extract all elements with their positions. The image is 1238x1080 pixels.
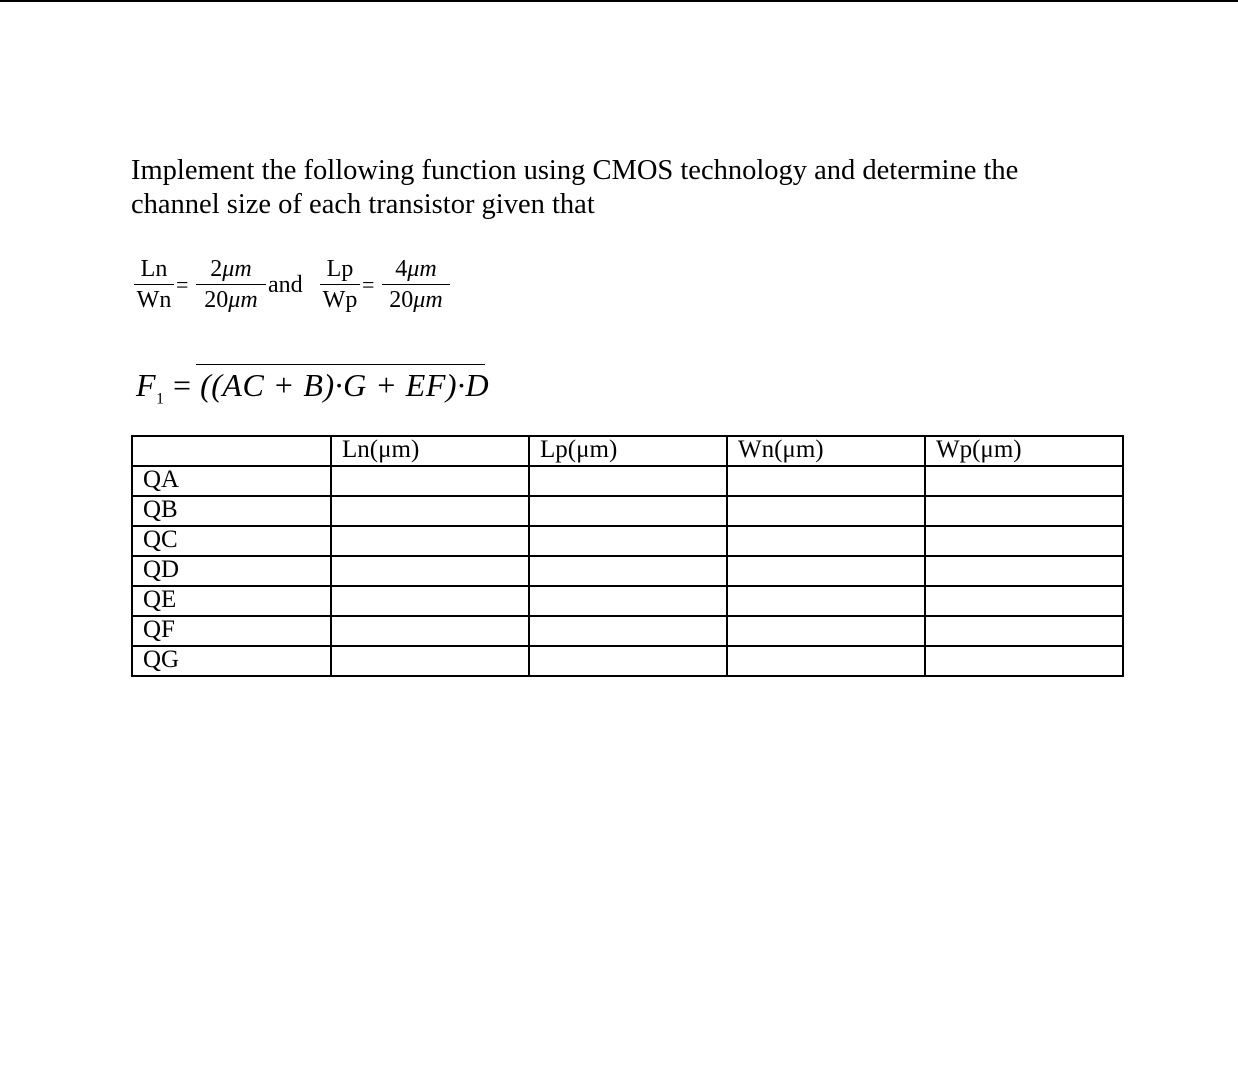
table-row: [132, 646, 1123, 676]
table-cell[interactable]: [727, 556, 925, 586]
table-cell[interactable]: [727, 466, 925, 496]
column-header: Lp(μm): [529, 436, 727, 466]
table-cell[interactable]: [529, 616, 727, 646]
table-cell[interactable]: [727, 616, 925, 646]
problem-statement: [131, 154, 1131, 222]
function-expression: ((AC + B)·G + EF)·D: [200, 367, 490, 403]
table-cell[interactable]: [925, 526, 1123, 556]
table-row: [132, 556, 1123, 586]
fraction-numerator: Lp: [326, 256, 354, 282]
row-label: QD: [132, 556, 331, 586]
transistor-size-table: [131, 435, 1124, 677]
table-header-row: [132, 436, 1123, 466]
fraction-ln-wn: [134, 254, 174, 315]
table-cell[interactable]: [331, 616, 529, 646]
table-cell[interactable]: [529, 466, 727, 496]
table-cell[interactable]: [925, 496, 1123, 526]
table-cell[interactable]: [529, 646, 727, 676]
function-subscript: 1: [156, 390, 165, 408]
table-cell[interactable]: [529, 496, 727, 526]
function-body: [136, 364, 489, 408]
table-cell[interactable]: [529, 586, 727, 616]
fraction-numerator: Ln: [140, 256, 168, 282]
function-name: F: [136, 367, 157, 403]
problem-statement-line-1: Implement the following function using CMOS technology and determine the: [131, 155, 1019, 186]
fraction-denominator: [196, 285, 266, 315]
table-cell[interactable]: [727, 586, 925, 616]
row-label: QB: [132, 496, 331, 526]
fraction-n-values: [196, 254, 266, 315]
boolean-function: [136, 364, 489, 408]
channel-ratio-equations: [134, 254, 474, 324]
value: 20: [389, 287, 414, 313]
table-cell[interactable]: [925, 466, 1123, 496]
table-cell[interactable]: [529, 526, 727, 556]
and-word: and: [268, 272, 303, 298]
table-cell[interactable]: [331, 496, 529, 526]
top-border-rule: [0, 0, 1238, 2]
fraction-lp-wp: [320, 254, 360, 315]
equals-sign: =: [176, 272, 189, 297]
column-header: Wn(μm): [727, 436, 925, 466]
fraction-denominator: Wp: [322, 287, 358, 313]
table-cell[interactable]: [331, 526, 529, 556]
fraction-denominator: Wn: [136, 287, 172, 313]
column-header: [132, 436, 331, 466]
fraction-numerator: [382, 254, 450, 284]
table-cell[interactable]: [727, 496, 925, 526]
table-cell[interactable]: [331, 586, 529, 616]
row-label: QA: [132, 466, 331, 496]
column-header: Ln(μm): [331, 436, 529, 466]
table-row: [132, 586, 1123, 616]
column-header: Wp(μm): [925, 436, 1123, 466]
unit: μm: [407, 256, 437, 282]
table-row: [132, 466, 1123, 496]
table-row: [132, 496, 1123, 526]
table-row: [132, 616, 1123, 646]
row-label: QF: [132, 616, 331, 646]
table-row: [132, 526, 1123, 556]
row-label: QC: [132, 526, 331, 556]
value: 20: [204, 287, 229, 313]
function-equals: =: [173, 367, 192, 403]
table-cell[interactable]: [925, 586, 1123, 616]
row-label: QE: [132, 586, 331, 616]
fraction-denominator: [382, 285, 450, 315]
table-cell[interactable]: [529, 556, 727, 586]
fraction-p-values: [382, 254, 450, 315]
table-cell[interactable]: [925, 616, 1123, 646]
row-label: QG: [132, 646, 331, 676]
table-cell[interactable]: [331, 556, 529, 586]
fraction-numerator: [196, 254, 266, 284]
problem-statement-line-2: channel size of each transistor given that: [131, 189, 595, 220]
complement-overbar: [196, 364, 485, 365]
value: 4: [395, 256, 408, 282]
unit: μm: [228, 287, 258, 313]
table-cell[interactable]: [925, 556, 1123, 586]
value: 2: [210, 256, 223, 282]
equals-sign: =: [362, 272, 375, 297]
table-cell[interactable]: [331, 466, 529, 496]
table-cell[interactable]: [727, 646, 925, 676]
unit: μm: [413, 287, 443, 313]
table-cell[interactable]: [727, 526, 925, 556]
unit: μm: [222, 256, 252, 282]
table-cell[interactable]: [925, 646, 1123, 676]
table-cell[interactable]: [331, 646, 529, 676]
